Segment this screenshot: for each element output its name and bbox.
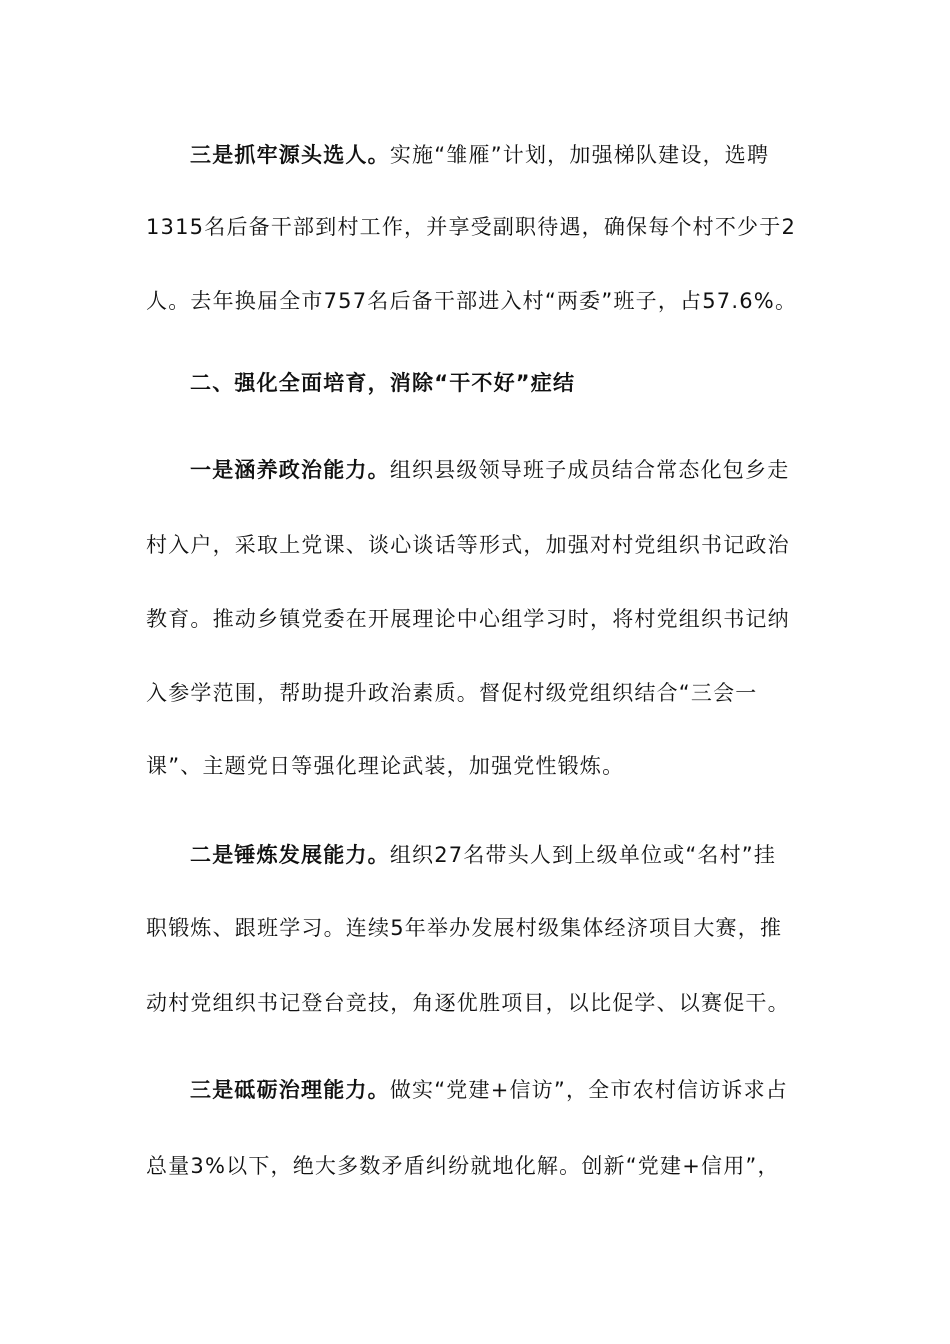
paragraph-2-line-2: 村入户，采取上党课、谈心谈话等形式，加强对村党组织书记政治 <box>146 533 790 557</box>
paragraph-3-lead: 二是锤炼发展能力。 <box>190 843 390 867</box>
section-heading: 二、强化全面培育，消除“干不好”症结 <box>190 371 576 395</box>
paragraph-3-line-2: 职锻炼、跟班学习。连续5年举办发展村级集体经济项目大赛，推 <box>146 916 783 940</box>
paragraph-3-text: 组织27名带头人到上级单位或“名村”挂 <box>389 843 777 867</box>
paragraph-2-line-5: 课”、主题党日等强化理论武装，加强党性锻炼。 <box>146 754 625 778</box>
paragraph-4-line-1 <box>190 1075 860 1105</box>
paragraph-1-line-3: 人。去年换届全市757名后备干部进入村“两委”班子，占57.6%。 <box>146 289 798 313</box>
paragraph-1-line-2: 1315名后备干部到村工作，并享受副职待遇，确保每个村不少于2 <box>146 215 797 239</box>
paragraph-4-line-2: 总量3%以下，绝大多数矛盾纠纷就地化解。创新“党建+信用”， <box>146 1154 780 1178</box>
paragraph-1-line-1 <box>190 140 860 170</box>
paragraph-2-line-3: 教育。推动乡镇党委在开展理论中心组学习时，将村党组织书记纳 <box>146 607 790 631</box>
paragraph-1-text: 实施“雏雁”计划，加强梯队建设，选聘 <box>389 143 770 167</box>
paragraph-2-line-4: 入参学范围，帮助提升政治素质。督促村级党组织结合“三会一 <box>146 681 758 705</box>
paragraph-2-lead: 一是涵养政治能力。 <box>190 458 390 482</box>
paragraph-2-line-1 <box>190 455 860 485</box>
paragraph-4-lead: 三是砥砺治理能力。 <box>190 1078 390 1102</box>
paragraph-1-lead: 三是抓牢源头选人。 <box>190 143 390 167</box>
paragraph-4-text: 做实“党建+信访”，全市农村信访诉求占 <box>389 1078 788 1102</box>
paragraph-3-line-1 <box>190 840 860 870</box>
paragraph-2-text: 组织县级领导班子成员结合常态化包乡走 <box>389 458 790 482</box>
paragraph-3-line-3: 动村党组织书记登台竞技，角逐优胜项目，以比促学、以赛促干。 <box>146 991 790 1015</box>
